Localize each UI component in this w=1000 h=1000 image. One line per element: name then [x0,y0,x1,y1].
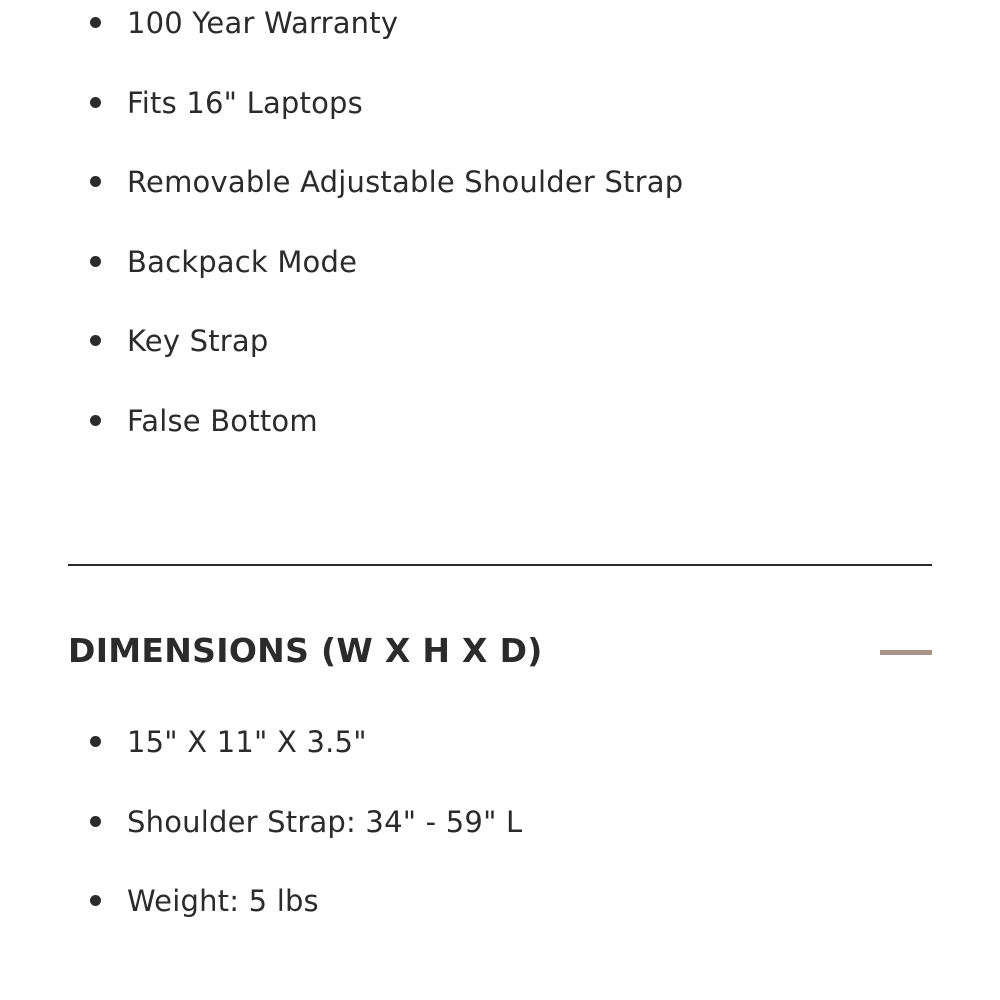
feature-text: Removable Adjustable Shoulder Strap [127,165,684,199]
dimensions-accordion-header[interactable] [68,622,932,682]
bullet-icon [90,256,101,267]
list-item [0,0,1000,80]
bullet-icon [90,17,101,28]
dimension-text: Shoulder Strap: 34" - 59" L [127,804,523,839]
dimension-text: Weight: 5 lbs [127,884,319,918]
list-item [0,239,1000,319]
section-divider [68,564,932,566]
bullet-icon [90,816,101,827]
dimension-text: 15" X 11" X 3.5" [127,725,367,759]
feature-text: False Bottom [127,403,318,438]
list-item [0,719,1000,799]
list-item [0,878,1000,958]
bullet-icon [90,415,101,426]
collapse-toggle-button[interactable] [880,647,932,657]
list-item [0,799,1000,879]
list-item [0,159,1000,239]
section-title: DIMENSIONS (W X H X D) [68,631,543,670]
bullet-icon [90,97,101,108]
list-item [0,398,1000,478]
bullet-icon [90,335,101,346]
feature-text: Backpack Mode [127,244,358,279]
bullet-icon [90,895,101,906]
feature-text: Fits 16" Laptops [127,85,363,120]
minus-icon [880,650,932,655]
feature-list [0,0,1000,477]
dimensions-list [0,719,1000,958]
feature-text: 100 Year Warranty [127,6,399,40]
list-item [0,318,1000,398]
bullet-icon [90,736,101,747]
list-item [0,80,1000,160]
feature-text: Key Strap [127,324,269,358]
bullet-icon [90,176,101,187]
